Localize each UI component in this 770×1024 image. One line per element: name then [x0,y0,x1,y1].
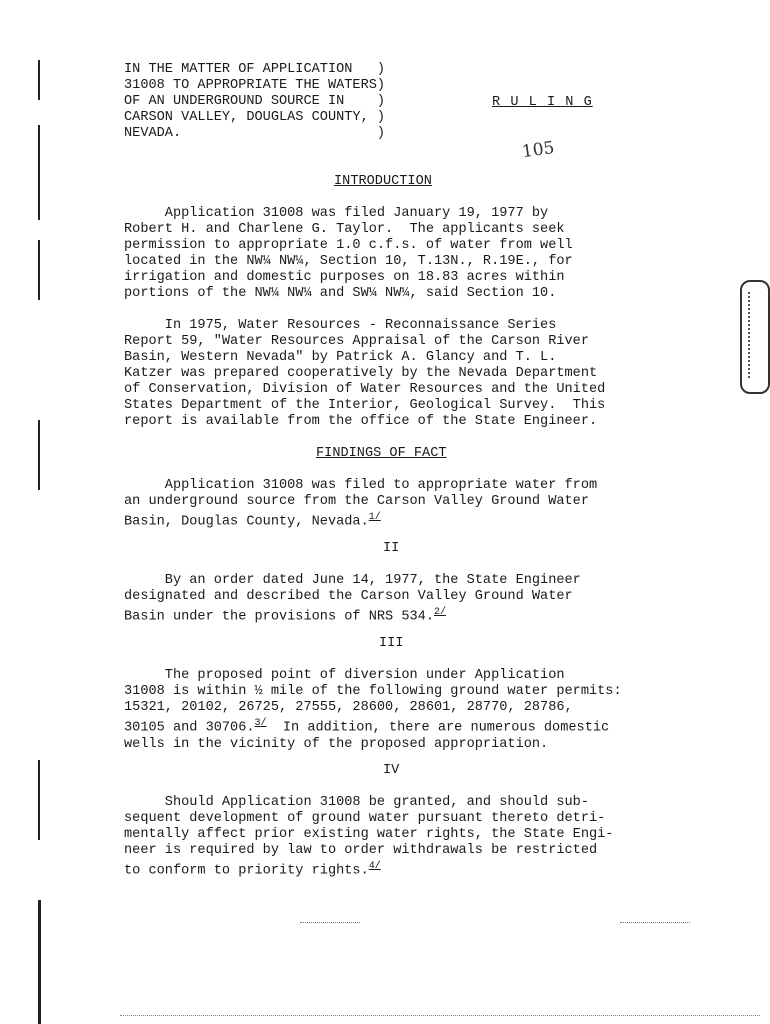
text-line: of Conservation, Division of Water Resources and the United [124,382,606,397]
text-line: By an order dated June 14, 1977, the State Engineer [124,573,581,588]
text-line: portions of the NW¼ NW¼ and SW¼ NW¼, said Section 10. [124,286,557,301]
text-line [124,605,581,626]
text-segment: 30105 and 30706. [124,720,255,736]
text-line: wells in the vicinity of the proposed appropriation. [124,736,549,752]
text-segment: Basin, Douglas County, Nevada. [124,514,369,530]
text-line [124,716,622,737]
case-caption [124,62,385,142]
text-line: Application 31008 was filed to appropriate water from [124,478,598,493]
finding-numeral-iv: IV [383,763,400,778]
text-line: Report 59, "Water Resources Appraisal of the Carson River [124,334,589,349]
text-line: mentally affect prior existing water rights, the State Engi- [124,827,614,842]
scan-mark [120,1015,760,1017]
text-segment: Basin under the provisions of NRS 534. [124,609,434,625]
text-line: The proposed point of diversion under Application [124,668,565,683]
scan-mark [38,125,40,220]
handwritten-number: 105 [520,137,556,163]
ruling-title: R U L I N G [492,95,593,110]
footnote-ref-1: 1/ [368,512,381,523]
text-line: permission to appropriate 1.0 c.f.s. of water from well [124,238,573,253]
finding-numeral-iii: III [379,636,404,651]
finding-i [124,478,597,531]
finding-ii [124,573,581,626]
scan-mark [38,900,41,1024]
caption-line: IN THE MATTER OF APPLICATION ) [124,62,386,77]
text-line: In 1975, Water Resources - Reconnaissance Series [124,318,557,333]
text-line: Basin, Western Nevada" by Patrick A. Glancy and T. L. [124,350,557,365]
binder-clip-mark [740,280,770,394]
text-line: Robert H. and Charlene G. Taylor. The applicants seek [124,222,565,237]
text-line: irrigation and domestic purposes on 18.83 acres within [124,270,565,285]
introduction-heading: INTRODUCTION [334,174,432,189]
text-line: report is available from the office of the State Engineer. [124,414,598,429]
introduction-paragraph-1 [124,206,573,302]
text-line: designated and described the Carson Valley Ground Water [124,589,573,604]
text-line: neer is required by law to order withdrawals be restricted [124,843,598,858]
text-line: Katzer was prepared cooperatively by the Nevada Department [124,366,598,381]
text-line: 31008 is within ½ mile of the following ground water permits: [124,684,622,699]
text-line [124,510,597,531]
scan-mark [38,240,40,300]
footnote-ref-4: 4/ [368,861,381,872]
text-line: located in the NW¼ NW¼, Section 10, T.13N., R.19E., for [124,254,573,269]
finding-iv [124,795,613,880]
text-line: States Department of the Interior, Geological Survey. This [124,398,606,413]
caption-line: 31008 TO APPROPRIATE THE WATERS) [124,78,386,93]
scan-mark [38,60,40,100]
introduction-paragraph-2 [124,318,605,430]
text-line: 15321, 20102, 26725, 27555, 28600, 28601, 28770, 28786, [124,700,573,715]
text-segment: to conform to priority rights. [124,863,369,879]
caption-line: OF AN UNDERGROUND SOURCE IN ) [124,94,386,109]
scan-mark [38,420,40,490]
findings-heading: FINDINGS OF FACT [316,446,447,461]
footnote-ref-3: 3/ [254,718,267,729]
caption-line: NEVADA. ) [124,126,386,141]
text-line: Should Application 31008 be granted, and should sub- [124,795,589,810]
text-line: Application 31008 was filed January 19, 1977 by [124,206,549,221]
finding-numeral-ii: II [383,541,400,556]
footnote-ref-2: 2/ [434,607,447,618]
text-line [124,859,613,880]
text-line: an underground source from the Carson Valley Ground Water [124,494,589,509]
finding-iii [124,668,622,753]
scan-mark [300,922,360,924]
caption-line: CARSON VALLEY, DOUGLAS COUNTY, ) [124,110,386,125]
text-segment: In addition, there are numerous domestic [266,720,610,736]
text-line: sequent development of ground water pursuant thereto detri- [124,811,606,826]
scan-mark [620,922,690,924]
scan-mark [38,760,40,840]
